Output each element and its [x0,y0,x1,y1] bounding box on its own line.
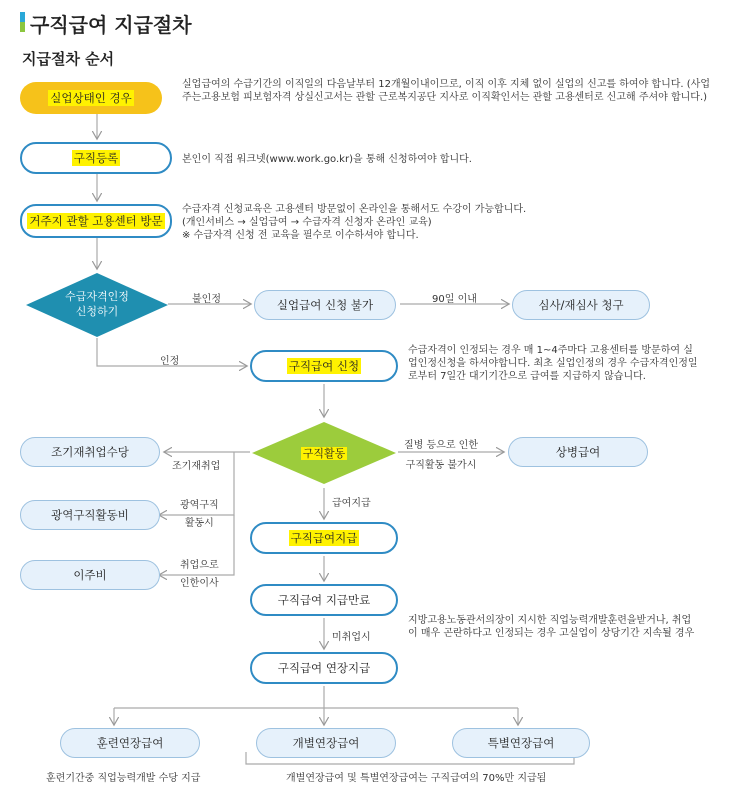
step-benefit-expiry [250,584,398,616]
step-job-registration [20,142,172,174]
note-visit-center-line3: ※ 수급자격 신청 전 교육을 필수로 이수하셔야 합니다. [182,230,419,241]
label-not-recognized: 불인정 [192,294,221,305]
step-relocation [20,560,160,590]
label-wide-area-line2: 활동시 [184,518,214,529]
step-training-extension-label: 훈련연장급여 [96,736,164,750]
note-extension: 지방고용노동관서의장이 지시한 직업능력개발훈련을받거나, 취업이 매우 곤란하다고 인정되는 경우 고실업이 상당기간 지속될 경우 [408,615,695,639]
diamond-eligibility-line1: 수급자격인정 [65,290,129,303]
note-job-registration: 본인이 직접 워크넷(www.work.go.kr)을 통해 신청하여야 합니다. [182,154,472,165]
note-visit-center-line1: 수급자격 신청교육은 고용센터 방문없이 온라인을 통해서도 수강이 가능합니다. [182,204,527,215]
step-visit-center [20,204,172,238]
step-early-reemployment-label: 조기재취업수당 [51,445,129,459]
note-visit-center [182,203,702,242]
step-review-request-label: 심사/재심사 청구 [538,298,624,312]
note-training-extension: 훈련기간중 직업능력개발 수당 지급 [46,773,201,784]
label-relocation-line1: 취업으로 [180,560,219,571]
step-special-extension [452,728,590,758]
diamond-eligibility-label [24,289,170,319]
step-individual-extension [256,728,396,758]
label-not-employed: 미취업시 [332,632,371,643]
step-review-request [512,290,650,320]
step-unemployed [20,82,162,114]
label-illness-line1: 질병 등으로 인한 [404,440,478,451]
step-unemployed-label: 실업상태인 경우 [50,91,132,105]
diamond-job-search-label [250,445,398,461]
step-benefit-payment-label: 구직급여지급 [290,531,358,545]
label-wide-area [180,497,219,533]
step-apply-benefit [250,350,398,382]
step-early-reemployment [20,437,160,467]
step-benefit-expiry-label: 구직급여 지급만료 [277,593,371,607]
diamond-eligibility-line2: 신청하기 [75,305,119,318]
step-wide-area-job-search-label: 광역구직활동비 [51,508,129,522]
step-not-eligible-label: 실업급여 신청 불가 [276,298,374,312]
step-not-eligible [254,290,396,320]
label-early-reemploy: 조기재취업 [172,461,221,472]
note-apply-benefit: 수급자격이 인정되는 경우 매 1~4주마다 고용센터를 방문하여 실업인정신청을 하셔야합니다. 최초 실업인정의 경우 수급자격인정일로부터 7일간 대기기간으로 급여를 지급하지 않습니다. [408,345,698,382]
step-visit-center-label: 거주지 관할 고용센터 방문 [29,214,163,228]
section-title: 지급절차 순서 [22,50,115,68]
step-sickness-benefit-label: 상병급여 [555,445,601,459]
step-job-registration-label: 구직등록 [73,151,119,165]
step-relocation-label: 이주비 [73,568,107,582]
note-visit-center-line2: (개인서비스 → 실업급여 → 수급자격 신청자 온라인 교육) [182,217,432,228]
label-illness [404,436,478,476]
step-individual-extension-label: 개별연장급여 [292,736,360,750]
step-benefit-payment [250,522,398,554]
step-wide-area-job-search [20,500,160,530]
diamond-job-search-text: 구직활동 [302,447,346,460]
step-apply-benefit-label: 구직급여 신청 [288,359,360,373]
label-within-90: 90일 이내 [432,294,477,305]
label-benefit-paid: 급여지급 [332,498,371,509]
step-benefit-extension-label: 구직급여 연장지급 [277,661,371,675]
step-sickness-benefit [508,437,648,467]
step-benefit-extension [250,652,398,684]
label-relocation-line2: 인한이사 [180,578,219,589]
label-illness-line2: 구직활동 불가시 [405,460,477,471]
note-extension-rate: 개별연장급여 및 특별연장급여는 구직급여의 70%만 지급됨 [286,773,547,784]
label-wide-area-line1: 광역구직 [180,500,219,511]
step-special-extension-label: 특별연장급여 [487,736,555,750]
step-training-extension [60,728,200,758]
page-title: 구직급여 지급절차 [30,13,192,37]
label-relocation [180,557,219,593]
label-recognized: 인정 [160,356,180,367]
note-unemployed: 실업급여의 수급기간의 이직일의 다음날부터 12개월이내이므로, 이직 이후 지체 없이 실업의 신고를 하여야 합니다. (사업주는고용보험 피보험자격 상실신고서는 관할 근로복지공단 지사로 이직확인서는 관할 고용센터로 신고해 주셔야 합니다.) [182,79,710,103]
